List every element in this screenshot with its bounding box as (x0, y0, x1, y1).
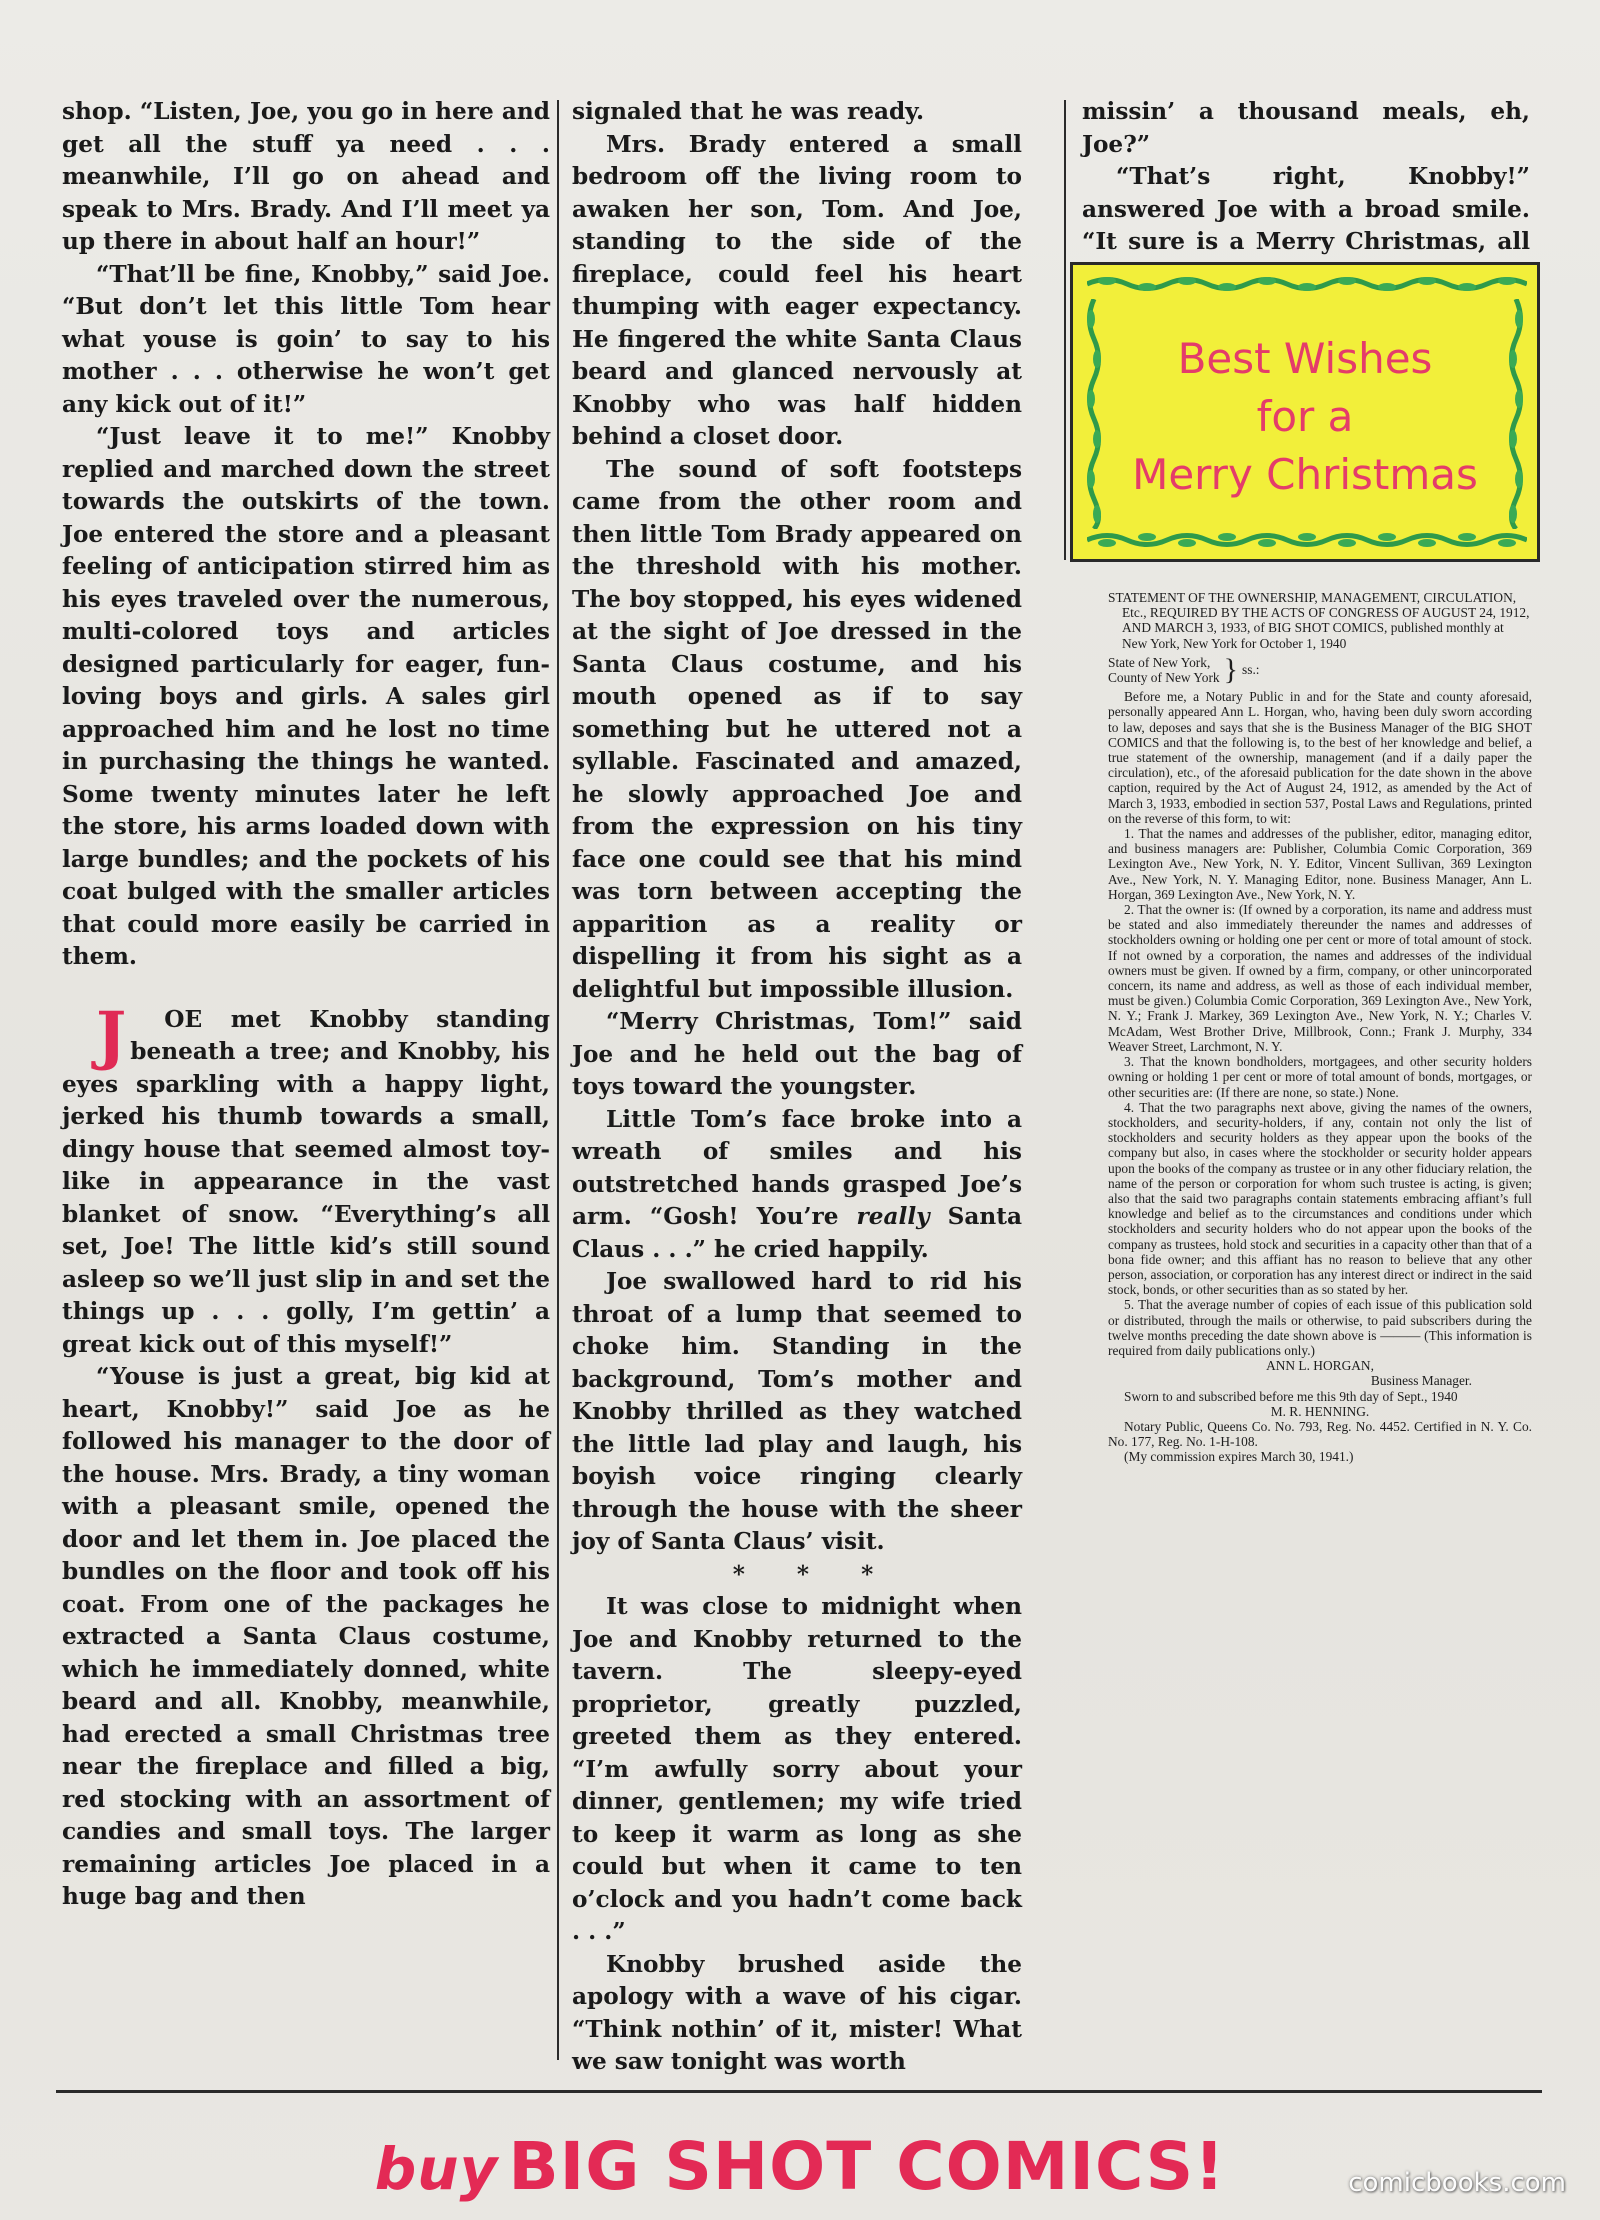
story-paragraph (62, 997, 550, 1362)
holly-garland-icon (1087, 529, 1527, 551)
statement-paragraph: Before me, a Notary Public in and for the State and county aforesaid, personally appeared Ann L. Horgan, who, having been duly sworn according to law, deposes and says that she is the Business Manager of the BIG SHOT COMICS and that the following is, to the best of her knowledge and belief, a true statement of the ownership, management (and if a daily paper the circulation), etc., of the aforesaid publication for the date shown in the above caption, required by the Act of August 24, 1912, as amended by the Act of March 3, 1933, embodied in section 537, Postal Laws and Regulations, printed on the reverse of this form, to wit: (1108, 689, 1532, 826)
greeting-text (1113, 315, 1497, 519)
statement-header: STATEMENT OF THE OWNERSHIP, MANAGEMENT, CIRCULATION, Etc., REQUIRED BY THE ACTS OF CONGRESS OF AUGUST 24, 1912, AND MARCH 3, 1933, of BIG SHOT COMICS, published monthly at New York, New York for October 1, 1940 (1108, 590, 1530, 651)
story-paragraph: “That’s right, Knobby!” answered Joe with a broad smile. “It sure is a Merry Christmas, all (1082, 163, 1530, 255)
story-paragraph: Mrs. Brady entered a small bedroom off the living room to awaken her son, Tom. And Joe, standing to the side of the fireplace, could feel his heart thumping with eager expectancy. He fingered the white Santa Claus beard and glanced nervously at Knobby who was half hidden behind a closet door. (572, 130, 1022, 450)
notary-details: Notary Public, Queens Co. No. 793, Reg. No. 4452. Certified in N. Y. Co. No. 177, Reg. No. 1-H-108. (1108, 1418, 1532, 1450)
story-text: Santa Claus . . .” he cried happily. (572, 1203, 1022, 1263)
signer-name: ANN L. HORGAN, (1266, 1358, 1374, 1374)
holly-garland-icon (1083, 299, 1105, 529)
story-paragraph: signaled that he was ready. (572, 98, 925, 125)
greeting-line: Best Wishes (1177, 334, 1433, 383)
story-paragraph: It was close to midnight when Joe and Knobby returned to the tavern. The sleepy-eyed proprietor, greatly puzzled, greeted them as they entered. “I’m awfully sorry about your dinner, gentlemen; my wife tried to keep it warm as long as she could but when it came to ten o’clock and you hadn’t come back . . .” (572, 1593, 1022, 1945)
story-paragraph: “Youse is just a great, big kid at heart, Knobby!” said Joe as he followed his manager to the door of the house. Mrs. Brady, a tiny woman with a pleasant smile, opened the door and let them in. Joe placed the bundles on the floor and took off his coat. From one of the packages he extracted a Santa Claus costume, which he immediately donned, white beard and all. Knobby, meanwhile, had erected a small Christmas tree near the fireplace and filled a big, red stocking with an assortment of candies and small toys. The larger remaining articles Joe placed in a huge bag and then (62, 1363, 550, 1910)
story-paragraph (572, 1104, 1022, 1267)
emphasis-text: really (856, 1203, 930, 1230)
story-paragraph: Joe swallowed hard to rid his throat of a lump that seemed to choke him. Standing in the background, Tom’s mother and Knobby thrilled as they watched the little lad play and laugh, his boyish voice ringing clearly through the house with the sheer joy of Santa Claus’ visit. (572, 1268, 1022, 1555)
greeting-line: for a (1256, 392, 1354, 441)
statement-paragraph: 5. That the average number of copies of each issue of this publication sold or distributed, through the mails or otherwise, to paid subscribers during the twelve months preceding the date shown above is ——— (This information is required from daily publications only.) (1108, 1297, 1532, 1358)
statement-paragraph: 1. That the names and addresses of the publisher, editor, managing editor, and business managers are: Publisher, Columbia Comic Corporation, 369 Lexington Ave., New York, N. Y. Editor, Vincent Sullivan, 369 Lexington Ave., New York, N. Y. Managing Editor, none. Business Manager, Ann L. Horgan, 369 Lexington Ave., New York, N. Y. (1108, 826, 1532, 902)
story-text: Little Tom’s face broke into a wreath of smiles and his outstretched hands grasped Joe’s arm. “Gosh! You’re (572, 1105, 1022, 1230)
scene-break-stars: * * * (732, 1560, 896, 1588)
story-paragraph: “That’ll be fine, Knobby,” said Joe. “But don’t let this little Tom hear what youse is goin’ to say to his mother . . . otherwise he won’t get any kick out of it!” (62, 260, 550, 418)
bottom-rule (56, 2090, 1542, 2093)
footer-buy: buy (374, 2135, 499, 2203)
venue-lines (1108, 655, 1220, 685)
holly-garland-icon (1505, 299, 1527, 529)
section-break (62, 974, 550, 1004)
venue-line: State of New York, (1108, 654, 1211, 670)
story-paragraph: “Merry Christmas, Tom!” said Joe and he held out the bag of toys toward the youngster. (572, 1008, 1022, 1100)
story-paragraph-text: OE met Knobby standing beneath a tree; and Knobby, his eyes sparkling with a happy light, jerked his thumb towards a small, dingy house that seemed almost toy-like in appearance in the vast blanket of snow. “Everything’s all set, Joe! The little kid’s still sound asleep so we’ll just slip in and set the things up . . . golly, I’m gettin’ a great kick out of this myself!” (62, 1005, 550, 1358)
story-paragraph: The sound of soft footsteps came from the other room and then little Tom Brady appeared on the threshold with his mother. The boy stopped, his eyes widened at the sight of Joe dressed in the Santa Claus costume, and his mouth opened as if to say something but he uttered not a syllable. Fascinated and amazed, he slowly approached Joe and from the expression on his tiny face one could see that his mind was torn between accepting the apparition as a reality or dispelling it from his sight as a delightful but impossible illusion. (572, 455, 1022, 1003)
story-column-2 (572, 96, 1022, 2079)
drop-cap: J (96, 997, 127, 1073)
signer-title: Business Manager. (1370, 1373, 1472, 1389)
column-divider (557, 100, 559, 2060)
story-paragraph: “Just leave it to me!” Knobby replied and marched down the street towards the outskirts of the town. Joe entered the store and a pleasant feeling of anticipation stirred him as his eyes traveled over the numerous, multi-colored toys and articles designed particularly for eager, fun-loving boys and girls. A sales girl approached him and he lost no time in purchasing the things he wanted. Some twenty minutes later he left the store, his arms loaded down with large bundles; and the pockets of his coat bulged with the smaller articles that could more easily be carried in them. (62, 423, 550, 970)
ownership-statement (1108, 590, 1532, 1465)
site-watermark: comicbooks.com (1348, 2168, 1566, 2198)
venue-block (1108, 655, 1532, 685)
story-paragraph: shop. “Listen, Joe, you go in here and get all the stuff ya need . . . meanwhile, I’ll go on ahead and speak to Mrs. Brady. And I’ll meet ya up there in about half an hour!” (62, 98, 550, 255)
story-paragraph: Knobby brushed aside the apology with a wave of his cigar. “Think nothin’ of it, mister! What we saw tonight was worth (572, 1950, 1022, 2075)
venue-line: County of New York (1108, 670, 1220, 686)
footer-title: BIG SHOT COMICS! (508, 2128, 1226, 2205)
column-divider (1064, 100, 1066, 560)
sworn-line: Sworn to and subscribed before me this 9th day of Sept., 1940 (1124, 1388, 1458, 1404)
statement-paragraph: 2. That the owner is: (If owned by a corporation, its name and address must be stated and also immediately thereunder the names and addresses of stockholders owning or holding one per cent or more of total amount of stock. If not owned by a corporation, the names and addresses of the individual owners must be given. If owned by a firm, company, or other unincorporated concern, its name and address, as well as those of each individual member, must be given.) Columbia Comic Corporation, 369 Lexington Ave., New York, N. Y.; Frank J. Markey, 369 Lexington Ave., New York, N. Y.; Charles V. McAdam, West Brother Drive, Millbrook, Conn.; Frank J. Murphy, 334 Weaver Street, Larchmont, N. Y. (1108, 902, 1532, 1054)
notary-name: M. R. HENNING. (1270, 1403, 1370, 1419)
story-column-1 (62, 96, 550, 1914)
christmas-greeting-box (1070, 262, 1540, 562)
commission-line: (My commission expires March 30, 1941.) (1124, 1449, 1354, 1465)
statement-paragraph: 3. That the known bondholders, mortgagees, and other security holders owning or holding 1 per cent or more of total amount of bonds, mortgages, or other securities are: (If there are none, so state.) None. (1108, 1054, 1532, 1100)
story-paragraph: missin’ a thousand meals, eh, Joe?” (1082, 98, 1530, 158)
statement-paragraph: 4. That the two paragraphs next above, giving the names of the owners, stockholders, and security-holders, if any, contain not only the list of stockholders and security holders as they appear upon the books of the company but also, in cases where the stockholder or security holder appears upon the books of the company as trustee or in any other fiduciary relation, the name of the person or corporation for whom such trustee is acting, is given; also that the said two paragraphs contain statements embracing affiant’s full knowledge and belief as to the circumstances and conditions under which stockholders and security holders who do not appear upon the books of the company as trustees, hold stock and securities in a capacity other than that of a bona fide owner; and this affiant has no reason to believe that any other person, association, or corporation has any interest direct or indirect in the said stock, bonds, or other securities than as so stated by her. (1108, 1099, 1532, 1298)
brace-glyph: } (1223, 653, 1239, 687)
venue-ss: ss.: (1242, 662, 1260, 678)
greeting-line: Merry Christmas (1132, 450, 1478, 499)
holly-garland-icon (1087, 273, 1527, 295)
